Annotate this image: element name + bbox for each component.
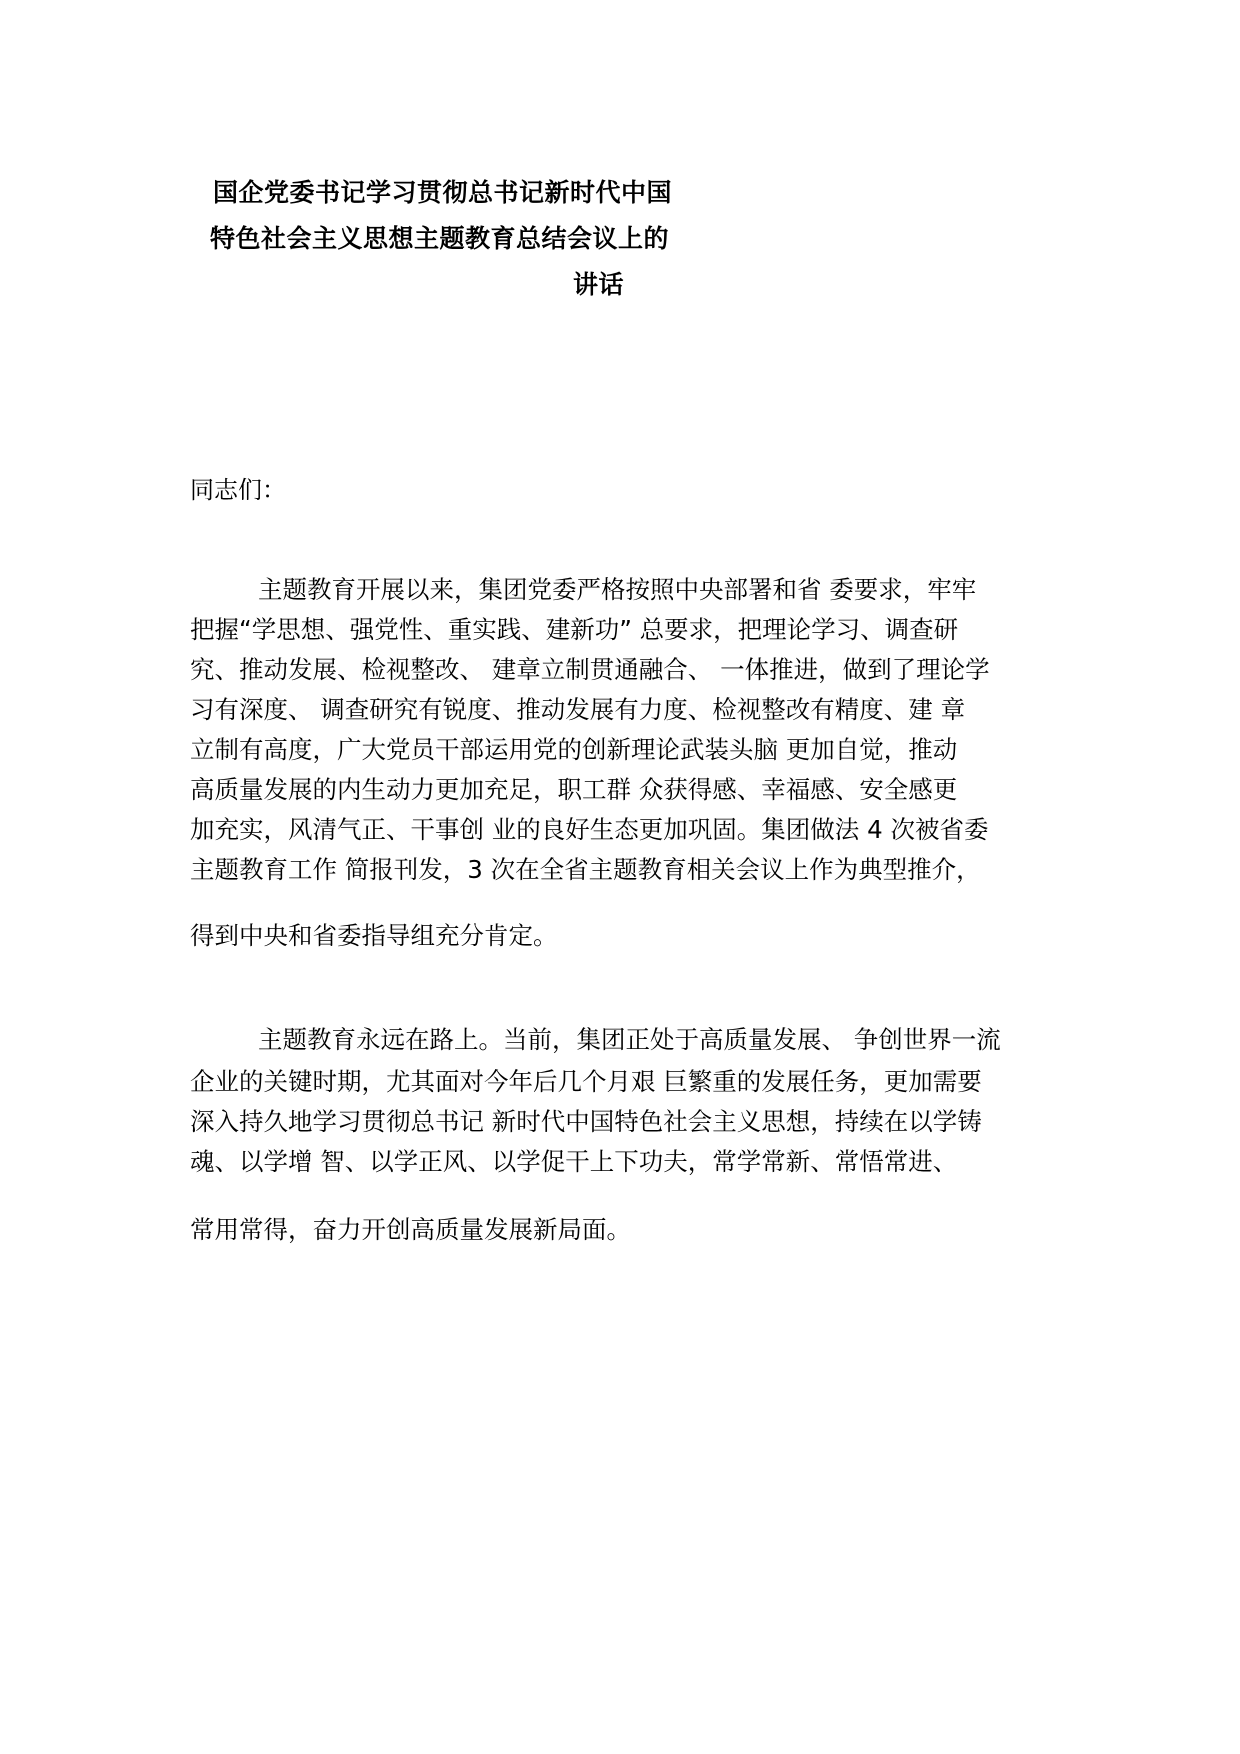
- document-title-line-1: 国企党委书记学习贯彻总书记新时代中国: [213, 178, 673, 207]
- paragraph-line: 主题教育开展以来，集团党委严格按照中央部署和省 委要求，牢牢: [258, 575, 977, 604]
- paragraph-line: 立制有高度，广大党员干部运用党的创新理论武装头脑 更加自觉，推动: [190, 735, 958, 764]
- paragraph-line: 主题教育工作 简报刊发，3 次在全省主题教育相关会议上作为典型推介，: [190, 855, 981, 884]
- paragraph-line: 把握“学思想、强党性、重实践、建新功” 总要求，把理论学习、调查研: [190, 615, 959, 644]
- paragraph-line: 得到中央和省委指导组充分肯定。: [190, 921, 558, 950]
- paragraph-line: 深入持久地学习贯彻总书记 新时代中国特色社会主义思想，持续在以学铸: [190, 1107, 982, 1136]
- paragraph-line: 企业的关键时期，尤其面对今年后几个月艰 巨繁重的发展任务，更加需要: [190, 1067, 982, 1096]
- paragraph-line: 常用常得，奋力开创高质量发展新局面。: [190, 1215, 631, 1244]
- paragraph-line: 究、推动发展、检视整改、 建章立制贯通融合、 一体推进，做到了理论学: [190, 655, 990, 684]
- paragraph-line: 主题教育永远在路上。当前，集团正处于高质量发展、 争创世界一流: [258, 1025, 1001, 1054]
- paragraph-line: 高质量发展的内生动力更加充足，职工群 众获得感、幸福感、安全感更: [190, 775, 958, 804]
- paragraph-line: 魂、以学增 智、以学正风、以学促干上下功夫，常学常新、常悟常进、: [190, 1147, 958, 1176]
- paragraph-line: 加充实，风清气正、干事创 业的良好生态更加巩固。集团做法 4 次被省委: [190, 815, 989, 844]
- salutation: 同志们：: [190, 476, 286, 504]
- paragraph-line: 习有深度、 调查研究有锐度、推动发展有力度、检视整改有精度、建 章: [190, 695, 966, 724]
- document-title-line-2: 特色社会主义思想主题教育总结会议上的: [210, 224, 670, 253]
- document-title-line-3: 讲话: [573, 270, 625, 299]
